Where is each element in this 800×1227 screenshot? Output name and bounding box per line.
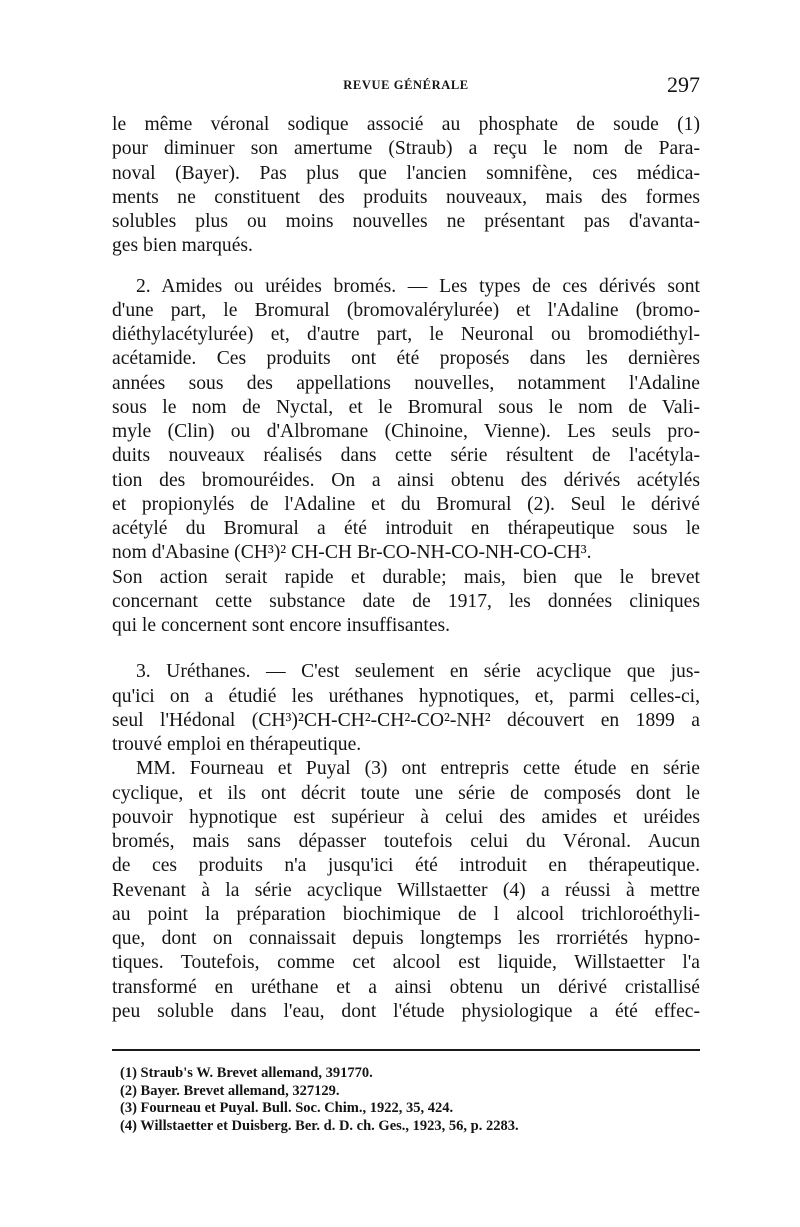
text-line: au point la préparation biochimique de l alcool trichloroéthyli- (112, 903, 700, 925)
text-line: Son action serait rapide et durable; mais, bien que le brevet (112, 566, 700, 588)
text-line: 3. Uréthanes. — C'est seulement en série acyclique que jus- (136, 661, 700, 683)
text-line: 2. Amides ou uréides bromés. — Les types de ces dérivés sont (136, 275, 700, 297)
text-line: cyclique, et ils ont décrit toute une série de composés dont le (112, 782, 700, 804)
text-line: nom d'Abasine (CH³)² CH-CH Br-CO-NH-CO-NH-CO-CH³. (112, 542, 592, 564)
text-line: peu soluble dans l'eau, dont l'étude physiologique a été effec- (112, 1000, 700, 1022)
paragraph-abasine-action (112, 566, 700, 639)
paragraph-fourneau (112, 757, 700, 1024)
footnote-3: (3) Fourneau et Puyal. Bull. Soc. Chim., 1922, 35, 424. (120, 1100, 454, 1116)
text-line: concernant cette substance date de 1917, les données cliniques (112, 590, 700, 612)
text-line: qui le concernent sont encore insuffisantes. (112, 615, 451, 636)
paragraph-amides (112, 275, 700, 566)
text-line: diéthylacétylurée) et, d'autre part, le Neuronal ou bromodiéthyl- (112, 324, 700, 345)
footnotes (120, 1065, 700, 1135)
body-text (112, 113, 700, 1024)
text-line: acétylé du Bromural a été introduit en thérapeutique sous le (112, 518, 700, 539)
text-line: acétamide. Ces produits ont été proposés dans les dernières (112, 348, 700, 370)
text-line: transformé en uréthane et a ainsi obtenu un dérivé cristallisé (112, 976, 700, 998)
text-line: noval (Bayer). Pas plus que l'ancien somnifène, ces médica- (112, 162, 700, 184)
text-line: trouvé emploi en thérapeutique. (112, 734, 362, 755)
text-line: ges bien marqués. (112, 235, 253, 257)
running-header (112, 72, 700, 104)
paragraph-urethanes (112, 660, 700, 757)
text-line: Revenant à la série acyclique Willstaetter (4) a réussi à mettre (112, 879, 700, 901)
footnote-4: (4) Willstaetter et Duisberg. Ber. d. D. ch. Ges., 1923, 56, p. 2283. (120, 1117, 519, 1134)
text-line: duits nouveaux réalisés dans cette série résultent de l'acétyla- (112, 445, 700, 467)
journal-title: REVUE GÉNÉRALE (343, 78, 469, 92)
text-line: bromés, mais sans dépasser toutefois celui du Véronal. Aucun (112, 831, 700, 852)
paragraph-1 (112, 113, 700, 259)
page-number: 297 (667, 72, 700, 97)
text-line: solubles plus ou moins nouvelles ne présentant pas d'avanta- (112, 211, 700, 232)
text-line: que, dont on connaissait depuis longtemps les rrorriétés hypno- (112, 928, 700, 949)
footnote-2: (2) Bayer. Brevet allemand, 327129. (120, 1082, 340, 1099)
footnote-1: (1) Straub's W. Brevet allemand, 391770. (120, 1065, 373, 1081)
text-line: d'une part, le Bromural (bromovalérylurée) et l'Adaline (bromo- (112, 299, 700, 321)
text-line: qu'ici on a étudié les uréthanes hypnotiques, et, parmi celles-ci, (112, 685, 700, 707)
text-line: seul l'Hédonal (CH³)²CH-CH²-CH²-CO²-NH² découvert en 1899 a (112, 709, 700, 731)
text-line: tion des bromouréides. On a ainsi obtenu des dérivés acétylés (112, 469, 700, 491)
footnote-divider (112, 1049, 700, 1051)
text-line: tiques. Toutefois, comme cet alcool est liquide, Willstaetter l'a (112, 952, 700, 974)
text-line: MM. Fourneau et Puyal (3) ont entrepris cette étude en série (136, 758, 700, 780)
text-line: années sous des appellations nouvelles, notamment l'Adaline (112, 372, 700, 394)
text-line: pour diminuer son amertume (Straub) a reçu le nom de Para- (112, 138, 700, 160)
text-line: myle (Clin) ou d'Albromane (Chinoine, Vienne). Les seuls pro- (112, 421, 700, 442)
text-line: ments ne constituent des produits nouveaux, mais des formes (112, 186, 700, 208)
text-line: le même véronal sodique associé au phosphate de soude (1) (112, 114, 700, 135)
text-line: pouvoir hypnotique est supérieur à celui des amides et uréides (112, 806, 700, 828)
text-line: sous le nom de Nyctal, et le Bromural sous le nom de Vali- (112, 396, 700, 418)
text-line: de ces produits n'a jusqu'ici été introduit en thérapeutique. (112, 855, 700, 877)
text-line: et propionylés de l'Adaline et du Bromural (2). Seul le dérivé (112, 493, 700, 515)
